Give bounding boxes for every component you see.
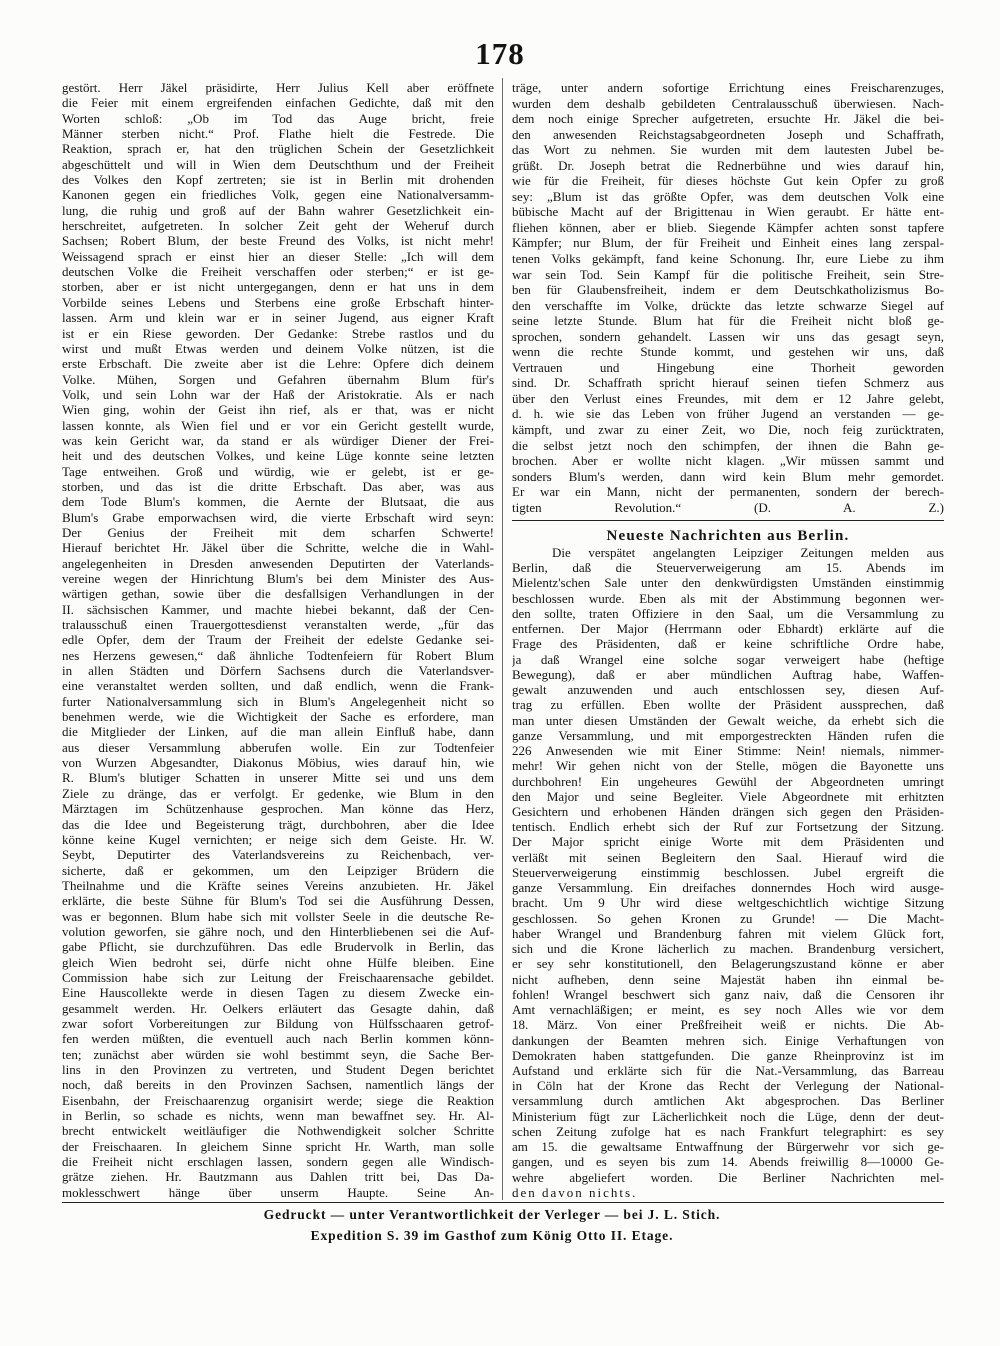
text-line: die Mitglieder der Linken, auf die man allein Einfluß habe, dann	[62, 724, 494, 740]
text-line: der Freischaaren. In gleichem Sinne spricht Hr. Warth, man solle	[62, 1138, 494, 1154]
text-line: Demokraten haben stattgefunden. Die ganze Rheinprovinz ist im	[512, 1047, 944, 1063]
text-line: gewalt anzuwenden und auch entschlossen sey, diesen Auf-	[512, 682, 944, 698]
text-line: Wien ging, wohin der Geist ihn rief, als er that, was er nicht	[62, 402, 494, 418]
text-line: Worten schloß: „Ob im Tod das Auge bricht, freie	[62, 110, 494, 126]
text-line: ganze Versammlung. Ein dreifaches donnerndes Hoch wird ausge-	[512, 880, 944, 896]
text-line: 18. März. Von einer Preßfreiheit weiß er nichts. Die Ab-	[512, 1017, 944, 1033]
text-line: was er begonnen. Blum habe sich mit vollster Seele in die deutsche Re-	[62, 908, 494, 924]
text-line: den Major und seine Begleiter. Viele Abgeordnete mit erhitzten	[512, 788, 944, 804]
text-line: bracht. Um 9 Uhr wird diese weltgeschichtlich wichtige Sitzung	[512, 895, 944, 911]
text-line: durchbohren! Ein ungeheures Gewühl der Abgeordneten umringt	[512, 773, 944, 789]
right-column	[512, 80, 944, 515]
left-column	[62, 80, 494, 1200]
text-line: 226 Anwesenden wie mit Einer Stimme: Nein! niemals, nimmer-	[512, 743, 944, 759]
text-line: die Freiheit nicht erschlagen lassen, sondern gegen alle Windisch-	[62, 1154, 494, 1170]
text-line: Männer sterben nicht.“ Prof. Flathe hielt die Festrede. Die	[62, 126, 494, 142]
text-line: den davon nichts.	[512, 1184, 638, 1200]
text-line: entfernen. Der Major (Herrmann oder Ebhardt) erklärte auf die	[512, 621, 944, 637]
text-line: seine letzte Stunde. Blum hat für die Freiheit nicht bloß ge-	[512, 313, 944, 329]
text-line: Tage entweihen. Groß und würdig, wie er gelebt, ist er ge-	[62, 463, 494, 479]
text-line: den sollte, traten Offiziere in den Saal, um die Versammlung zu	[512, 605, 944, 621]
text-line: Märztagen im Schützenhause gesprochen. Man könne das Herz,	[62, 801, 494, 817]
text-line: ist er ein Riese geworden. Der Gedanke: Strebe rastlos und du	[62, 325, 494, 341]
page-number: 178	[475, 36, 525, 71]
text-line: Hierauf berichtet Hr. Jäkel über die Schritte, welche die in Wahl-	[62, 540, 494, 556]
text-line: in Berlin, so schade es nichts, wenn man bewaffnet sey. Hr. Al-	[62, 1108, 494, 1124]
text-line: dem noch einige Sprecher aufgetreten, ersuchte Hr. Jäkel die bei-	[512, 111, 944, 127]
text-line: Theilnahme und die Kräfte seines Vereins anzubieten. Hr. Jäkel	[62, 877, 494, 893]
text-line: geschlossen. So gehen Kronen zu Grunde! — Die Macht-	[512, 910, 944, 926]
section-rule	[512, 520, 944, 521]
text-line: Seybt, Deputirter des Vaterlandsvereins zu Reichenbach, ver-	[62, 847, 494, 863]
text-line: den verschaffte im Volke, drückte das letzte schwarze Siegel auf	[512, 297, 944, 313]
column-divider	[502, 78, 503, 1200]
text-line: haber Wrangel und Brandenburg fahren mit vielem Glück fort,	[512, 925, 944, 941]
text-line: ben für Glaubensfreiheit, indem er dem Deutschkatholizismus Bo-	[512, 282, 944, 298]
text-line: verläßt mit seinen Begleitern den Saal. Hierauf wird die	[512, 849, 944, 865]
text-line: herschreitet, aufgetreten. In solcher Zeit geht der Weheruf durch	[62, 218, 494, 234]
text-line: tentisch. Endlich erhebt sich der Ruf zur Fortsetzung der Sitzung.	[512, 819, 944, 835]
text-line: sich und die Krone lächerlich zu machen. Brandenburg versichert,	[512, 941, 944, 957]
text-line: Ministerium fügt zur Lächerlichkeit noch die Lüge, denn der deut-	[512, 1108, 944, 1124]
text-line: Aufstand und erklärte sich für die Nat.-Versammlung, das Barreau	[512, 1062, 944, 1078]
text-line: dem Tode Blum's kommen, die Aernte der Blutsaat, die aus	[62, 494, 494, 510]
text-line: das Wort zu nehmen. Sie wurden mit dem lautesten Jubel be-	[512, 142, 944, 158]
text-line: Mielentz'schen Sale unter den denkwürdigsten Umständen einstimmig	[512, 575, 944, 591]
text-line: ja daß Wrangel eine solche sogar verweigert habe (heftige	[512, 651, 944, 667]
text-line: Volk, und sein Lohn war der Haß der Aristokratie. Als er nach	[62, 386, 494, 402]
text-line: wehre abgeliefert worden. Die Berliner Nachrichten mel-	[512, 1169, 944, 1185]
text-line: vereine wegen der Hinrichtung Blum's bei dem Minister des Aus-	[62, 571, 494, 586]
text-line: wie für die Freiheit, für dieses höchste Gut kein Opfer zu groß	[512, 173, 944, 189]
text-line: Weissagend sprach er einst hier an dieser Stelle: „Ich will dem	[62, 248, 494, 264]
text-line: sprochen, sondern gehandelt. Lassen wir uns das gesagt seyn,	[512, 328, 944, 344]
text-line: die selbst jetzt noch den schimpfen, der ihnen die Bahn ge-	[512, 437, 944, 453]
text-line: am 15. die gewaltsame Entwaffnung der Bürgerwehr vor sich ge-	[512, 1139, 944, 1155]
text-line: sonders Blum's werden, dann wird kein Blum mehr gemordet.	[512, 468, 944, 484]
footer-printer-line: Gedruckt — unter Verantwortlichkeit der Verleger — bei J. L. Stich.	[263, 1207, 721, 1222]
text-line: Blum's Grabe emporwachsen wird, die vierte Erbschaft wird seyn:	[62, 509, 494, 525]
text-line: gangen, und es seyen bis zum 14. Abends freiwillig 8—10000 Ge-	[512, 1154, 944, 1170]
text-line: Berlin, daß die Steuerverweigerung am 15. Abends im	[512, 560, 944, 576]
text-line: dankungen der Beamten mehren sich. Einige Verhaftungen von	[512, 1032, 944, 1048]
text-line: abgeschüttelt und will in Wien dem Deutschthum und der Freiheit	[62, 156, 494, 172]
text-line: wenn die rechte Stunde kommt, und gestehen wir uns, daß	[512, 344, 944, 360]
text-line: moklesschwert hänge über unserm Haupte. Seine An-	[62, 1184, 494, 1200]
text-line: storben, aber er ist nicht untergegangen, denn er hat uns in dem	[62, 279, 494, 295]
text-line: lins in den Provinzen zu vertreten, und Student Degen berichtet	[62, 1062, 494, 1077]
text-line: gesammelt werden. Hr. Oelkers erläutert das Gesagte dahin, daß	[62, 1000, 494, 1016]
text-line: Der Major spricht einige Worte mit dem Präsidenten und	[512, 834, 944, 850]
text-line: edle Opfer, dem der Traum der Freiheit der edelste Gedanke sei-	[62, 632, 494, 648]
text-line: storben, und das ist die dritte Erbschaft. Das aber, was aus	[62, 478, 494, 494]
text-line: war sein Tod. Sein Kampf für die politische Freiheit, sein Stre-	[512, 266, 944, 282]
text-line: brecht entwickelt weitläufiger die Nothwendigkeit solcher Schritte	[62, 1123, 494, 1139]
text-line: kämpft, und zwar zu einer Zeit, wo Die, noch feig zurücktraten,	[512, 422, 944, 438]
text-line: Kanonen gegen ein friedliches Volk, gegen eine Nationalversamm-	[62, 187, 494, 203]
text-line: tralausschuß einen Trauergottesdienst veranstalten werde, „für das	[62, 617, 494, 633]
text-line: könne keine Kugel vernichten; er neige sich dem Geiste. Hr. W.	[62, 831, 494, 847]
text-line: in Cöln hat der Krone das Recht der Verlegung der National-	[512, 1078, 944, 1094]
text-line: ten; zunächst aber würden sie wohl bestimmt seyn, die Sache Ber-	[62, 1046, 494, 1062]
news-section-body	[512, 545, 944, 1200]
text-line: Bewegung), daß er aber mündlichen Auftrag habe, Waffen-	[512, 666, 944, 682]
footer-rule	[62, 1202, 944, 1203]
text-line: d. h. wie sie das Leben von früher Jugend an verstanden — ge-	[512, 406, 944, 422]
text-line: Steuerverweigerung einstimmig beschlossen. Jubel ergreift die	[512, 864, 944, 880]
text-line: beschlossen wurde. Eben als mit der Abstimmung begonnen wer-	[512, 590, 944, 606]
text-line: er sey sehr konstitutionell, den Belagerungszustand könne er aber	[512, 956, 944, 972]
text-line: lassen. Arm und klein war er in seiner Jugend, aus eigner Kraft	[62, 310, 494, 326]
text-line: versammlung durch amtlichen Akt abgesprochen. Das Berliner	[512, 1093, 944, 1109]
text-line: mehr! Wir gehen nicht von der Stelle, mögen die Bayonette uns	[512, 758, 944, 774]
text-line: bübische Macht auf der Brigittenau in Wien geraubt. Er hätte ent-	[512, 204, 944, 220]
text-line: wirst und mußt Etwas werden und deinem Volke nützen, ist die	[62, 340, 494, 356]
text-line: grüßt. Dr. Joseph betrat die Rednerbühne und wies darauf hin,	[512, 157, 944, 173]
text-line: fen werden müßten, die eventuell auch nach Berlin kommen könn-	[62, 1031, 494, 1047]
text-line: sey: „Blum ist das größte Opfer, was dem deutschen Volk eine	[512, 188, 944, 204]
text-line: Eine Hauscollekte werde in diesen Tagen zu diesem Zwecke ein-	[62, 985, 494, 1001]
text-line: man unter diesen Umständen der Gewalt weiche, da erhebt sich die	[512, 712, 944, 728]
text-line: gabe Pflicht, sie durchzuführen. Das edle Brudervolk in Berlin, das	[62, 939, 494, 955]
text-line: sicherte, daß er gekommen, um den Leipziger Brüdern die	[62, 862, 494, 878]
text-line: wärtigen gethan, sowie über die desfallsigen Verhandlungen in der	[62, 586, 494, 602]
footer-expedition-line: Expedition S. 39 im Gasthof zum König Otto II. Etage.	[310, 1228, 674, 1243]
text-line: Der Genius der Freiheit mit dem scharfen Schwerte!	[62, 524, 494, 540]
text-line: gestört. Herr Jäkel präsidirte, Herr Julius Kell aber eröffnete	[62, 80, 494, 95]
text-line: noch, daß bereits in den Provinzen Sachsen, namentlich längs der	[62, 1077, 494, 1093]
text-line: angelegenheiten in Dresden anwesenden Deputirten der Vaterlands-	[62, 555, 494, 571]
text-line: lung, die ruhig und groß auf der Bahn wahrer Gesetzlichkeit ein-	[62, 202, 494, 218]
text-line: Er war ein Mann, nicht der permanenten, sondern der berech-	[512, 484, 944, 500]
text-line: lassen konnte, als Wien fiel und er vor ein Gericht gestellt wurde,	[62, 417, 494, 433]
text-line: nes Herzens gewesen,“ daß ähnliche Todtenfeiern für Robert Blum	[62, 647, 494, 663]
text-line: Commission habe sich zur Leitung der Freischaarensache gebildet.	[62, 969, 494, 985]
section-heading: Neueste Nachrichten aus Berlin.	[606, 528, 850, 544]
text-line: Vertrauen und Hingebung eine Thorheit geworden	[512, 359, 944, 375]
text-line: nicht aufheben, denn seine Majestät haben ihn einmal be-	[512, 971, 944, 987]
text-line: über den Verlust eines Freundes, mit dem er 12 Jahre gelebt,	[512, 390, 944, 406]
text-line: aus dieser Versammlung abberufen wolle. Ein zur Todtenfeier	[62, 739, 494, 755]
text-line: Vorbilde seines Lebens und Sterbens eine große Erbschaft hinter-	[62, 294, 494, 310]
text-line: des Volkes den Kopf zertreten; sie ist in Berlin mit drohenden	[62, 172, 494, 188]
text-line: tigten Revolution.“ (D. A. Z.)	[512, 499, 944, 515]
text-line: Sachsen; Robert Blum, der beste Freund des Volks, ist nicht mehr!	[62, 233, 494, 249]
text-line: II. sächsischen Kammer, und machte hiebei bekannt, daß der Cen-	[62, 601, 494, 617]
text-line: wurden dem deshalb gebildeten Centralausschuß überwiesen. Nach-	[512, 95, 944, 111]
text-line: das die Idee und Begeisterung trägt, durchbohren, aber die Idee	[62, 816, 494, 832]
text-line: von Wurzen Abgesandter, Diakonus Möbius, wies darauf hin, wie	[62, 755, 494, 771]
text-line: Frage des Präsidenten, daß er keine schriftliche Ordre habe,	[512, 636, 944, 652]
text-line: tenen Volks gekämpft, fand keine Schonung. Ihr, eure Liebe zu ihm	[512, 251, 944, 267]
text-line: fohlen! Wrangel beschwert sich ganz naiv, daß die Censoren ihr	[512, 986, 944, 1002]
text-line: trag zu erfüllen. Eben wollte der Präsident aussprechen, daß	[512, 697, 944, 713]
text-line: erklärte, die beste Sühne für Blum's Tod sei die Ausführung Dessen,	[62, 893, 494, 909]
text-line: Die verspätet angelangten Leipziger Zeitungen melden aus	[552, 545, 944, 560]
text-line: benehmen werde, wie die Wichtigkeit der Sache es erfordere, man	[62, 709, 494, 725]
text-line: grätze ziehen. Hr. Bautzmann aus Dahlen tritt bei, Das Da-	[62, 1169, 494, 1185]
text-line: Ziele zu dränge, das er verfolgt. Er gedenke, wie Blum in den	[62, 785, 494, 801]
text-line: was kein Gericht war, da stand er als würdiger Diener der Frei-	[62, 432, 494, 448]
text-line: den anwesenden Reichstagsabgeordneten Joseph und Schaffrath,	[512, 126, 944, 142]
text-line: brochen. Aber er wollte nicht klagen. „Wir müssen sammt und	[512, 453, 944, 469]
text-line: Amt vernachläßigen; er meint, es sey noch Alles wie vor dem	[512, 1002, 944, 1018]
text-line: in allen Städten und Dörfern Sachsens durch die Vaterlandsver-	[62, 663, 494, 679]
text-line: die Feier mit einem ergreifenden einfachen Gedichte, daß mit den	[62, 95, 494, 111]
text-line: Kämpfer; nur Blum, der für Freiheit und Einheit eines lang zerspal-	[512, 235, 944, 251]
text-line: zwar sofort Vorbereitungen zur Bildung von Hülfsschaaren getrof-	[62, 1015, 494, 1031]
text-line: Volke. Mühen, Sorgen und Gefahren übernahm Blum für's	[62, 371, 494, 387]
text-line: träge, unter andern sofortige Errichtung eines Freischarenzuges,	[512, 80, 944, 95]
text-line: ganze Versammlung, und mit emporgestreckten Händen rufen die	[512, 727, 944, 743]
text-line: volution geworfen, sie gähre noch, und den Hinterbliebenen sei die Auf-	[62, 923, 494, 939]
text-line: R. Blum's blutiger Schatten in unserer Mitte sei und uns dem	[62, 770, 494, 786]
text-line: gleich Wien bedroht sei, dürfe nicht ohne Hülfe bleiben. Eine	[62, 954, 494, 970]
text-line: Reaktion, sprach er, hat den trüglichen Schein der Gesetzlichkeit	[62, 141, 494, 157]
text-line: eine veranstaltet werden sollten, und daß endlich, wenn die Frank-	[62, 678, 494, 694]
text-line: schen Zeitung zufolge hat es nach Frankfurt telegraphirt: es sey	[512, 1123, 944, 1139]
text-line: heit und des deutschen Volkes, und keine Lüge konnte seine letzten	[62, 448, 494, 464]
text-line: deutschen Volke die Freiheit verschaffen oder sterben;“ er ist ge-	[62, 264, 494, 280]
text-line: sind. Dr. Schaffrath spricht hierauf seinen tiefen Schmerz aus	[512, 375, 944, 391]
text-line: furter Nationalversammlung sich in Blum's Angelegenheit nicht so	[62, 693, 494, 709]
text-line: Gesichtern und erhobenen Händen drängen sich gegen den Präsiden-	[512, 803, 944, 819]
text-line: erste Erbschaft. Die zweite aber ist die Lehre: Opfere dich deinem	[62, 356, 494, 372]
text-line: fliehen können, aber er blieb. Siegende Kämpfer achten sonst tapfere	[512, 219, 944, 235]
text-line: Eisenbahn, der Freischaarenzug organisirt werde; siege die Reaktion	[62, 1092, 494, 1108]
